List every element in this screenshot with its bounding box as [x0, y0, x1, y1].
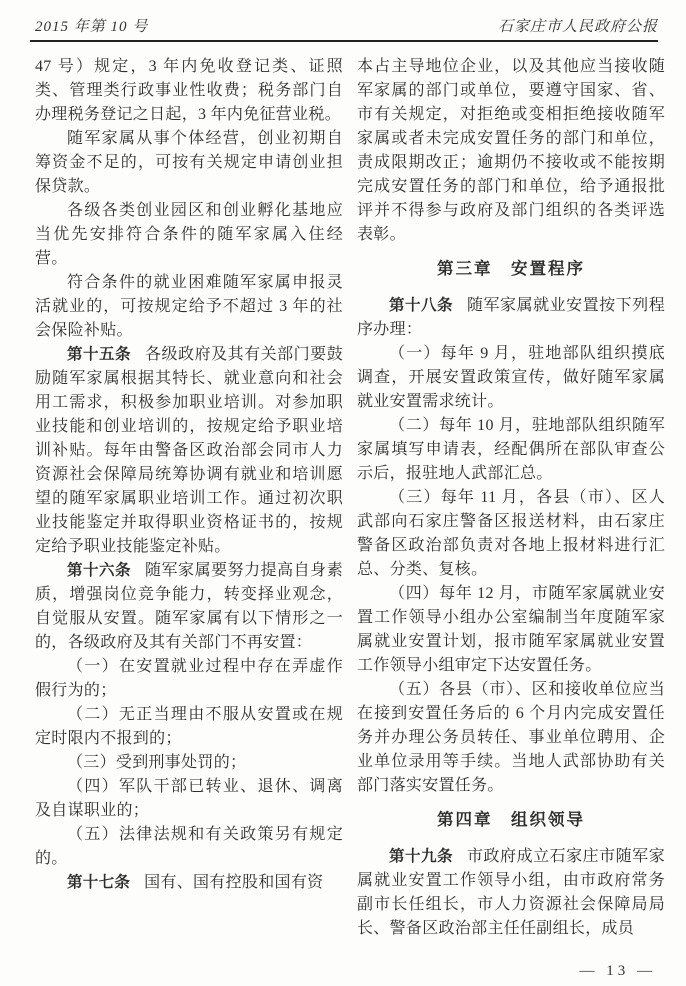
paragraph: （四）军队干部已转业、退休、调离及自谋职业的； — [35, 778, 343, 819]
header-rule — [30, 40, 658, 42]
publication-title: 石家庄市人民政府公报 — [497, 19, 658, 35]
paragraph: 第十八条 随军家属就业安置按下列程序办理： — [357, 297, 665, 338]
left-column — [35, 55, 343, 941]
paragraph: （二）无正当理由不服从安置或在规定时限内不报到的； — [35, 706, 343, 747]
paragraph: 47 号）规定，3 年内免收登记类、证照类、管理类行政事业性收费；税务部门自办理税务登记之日起，3 年内免征营业税。 — [35, 58, 343, 123]
paragraph: 符合条件的就业困难随军家属申报灵活就业的，可按规定给予不超过 3 年的社会保险补贴。 — [35, 274, 343, 339]
paragraph: 第十五条 各级政府及其有关部门要鼓励随军家属根据其特长、就业意向和社会用工需求，积极参加职业培训。对参加职业技能和创业培训的，按规定给予职业培训补贴。每年由警备区政治部会同市人力资源社会保障局统筹协调有就业和培训愿望的随军家属职业培训工作。通过初次职业技能鉴定并取得职业资格证书的，按规定给予职业技能鉴定补贴。 — [35, 346, 343, 555]
article-number: 第十七条 — [67, 874, 131, 891]
paragraph: （五）各县（市）、区和接收单位应当在接到安置任务后的 6 个月内完成安置任务并办理公务员转任、事业单位聘用、企业单位录用等手续。当地人武部协助有关部门落实安置任务。 — [357, 681, 665, 794]
paragraph: （五）法律法规和有关政策另有规定的。 — [35, 826, 343, 867]
paragraph: （一）在安置就业过程中存在弄虚作假行为的； — [35, 658, 343, 699]
paragraph: 各级各类创业园区和创业孵化基地应当优先安排符合条件的随军家属入住经营。 — [35, 202, 343, 267]
right-column — [357, 55, 665, 941]
paragraph: 第十九条 市政府成立石家庄市随军家属就业安置工作领导小组，由市政府常务副市长任组长，市人力资源社会保障局局长、警备区政治部主任任副组长，成员 — [357, 848, 665, 937]
paragraph: （四）每年 12 月，市随军家属就业安置工作领导小组办公室编制当年度随军家属就业安置计划，报市随军家属就业安置工作领导小组审定下达安置任务。 — [357, 585, 665, 674]
issue-number: 2015 年第 10 号 — [35, 19, 149, 35]
article-number: 第十九条 — [389, 848, 454, 865]
chapter-heading: 第四章 组织领导 — [437, 811, 585, 829]
article-number: 第十六条 — [67, 562, 132, 579]
paragraph: （二）每年 10 月，驻地部队组织随军家属填写申请表，经配偶所在部队审查公示后，报驻地人武部汇总。 — [357, 417, 665, 482]
article-number: 第十五条 — [67, 346, 132, 363]
page-number: — 13 — — [579, 963, 656, 979]
paragraph: 第十六条 随军家属要努力提高自身素质，增强岗位竞争能力，转变择业观念，自觉服从安置。随军家属有以下情形之一的，各级政府及其有关部门不再安置： — [35, 562, 343, 651]
paragraph: 随军家属从事个体经营，创业初期自筹资金不足的，可按有关规定申请创业担保贷款。 — [35, 130, 343, 195]
running-header — [35, 15, 658, 36]
page-body — [35, 55, 665, 941]
paragraph: （三）受到刑事处罚的； — [67, 754, 247, 771]
chapter-heading: 第三章 安置程序 — [437, 260, 585, 278]
paragraph: 第十七条 国有、国有控股和国有资 — [67, 874, 324, 891]
paragraph: 本占主导地位企业，以及其他应当接收随军家属的部门或单位，要遵守国家、省、市有关规定，对拒绝或变相拒绝接收随军家属或者未完成安置任务的部门和单位，责成限期改正；逾期仍不接收或不能按期完成安置任务的部门和单位，给予通报批评并不得参与政府及部门组织的各类评选表彰。 — [357, 58, 665, 243]
paragraph: （一）每年 9 月，驻地部队组织摸底调查，开展安置政策宣传，做好随军家属就业安置需求统计。 — [357, 345, 665, 410]
article-number: 第十八条 — [389, 297, 454, 314]
paragraph: （三）每年 11 月，各县（市）、区人武部向石家庄警备区报送材料，由石家庄警备区政治部负责对各地上报材料进行汇总、分类、复核。 — [357, 489, 665, 578]
